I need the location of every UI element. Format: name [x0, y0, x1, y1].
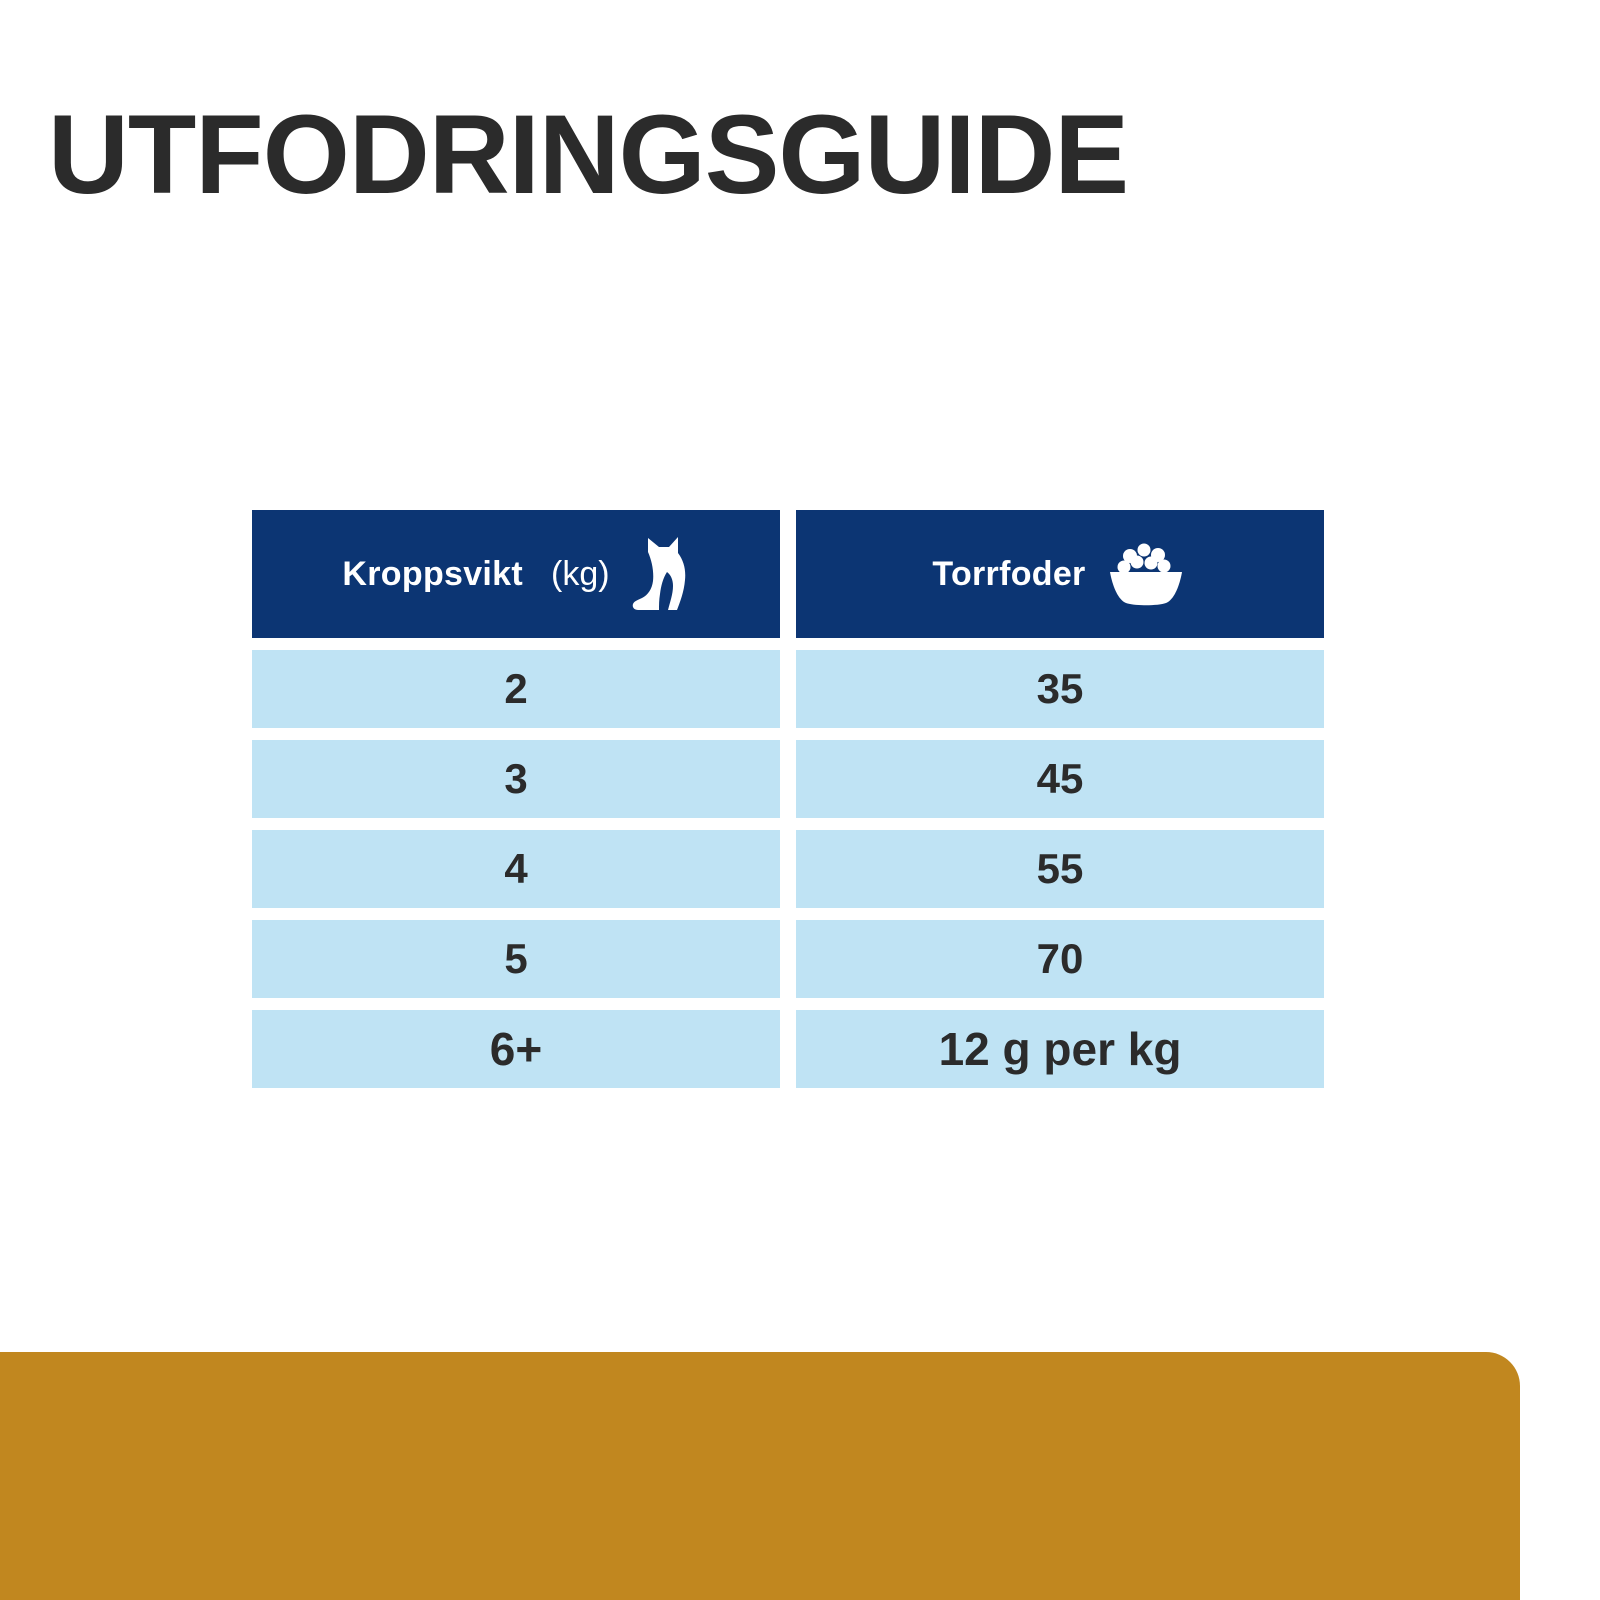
- header-unit-bodyweight: (kg): [551, 554, 610, 593]
- table-row: [252, 830, 1324, 908]
- table-row: [252, 740, 1324, 818]
- cell-bodyweight: 5: [252, 920, 780, 998]
- cell-dryfood: 12 g per kg: [796, 1010, 1324, 1088]
- cell-gap: [780, 920, 796, 998]
- page-title: UTFODRINGSGUIDE: [48, 92, 1129, 217]
- row-gap: [252, 818, 1324, 830]
- cell-gap: [780, 1010, 796, 1088]
- header-label-bodyweight: Kroppsvikt: [342, 554, 524, 593]
- header-cell-bodyweight: [252, 510, 780, 638]
- cell-dryfood: 55: [796, 830, 1324, 908]
- table-row: [252, 650, 1324, 728]
- cell-bodyweight: 3: [252, 740, 780, 818]
- cell-bodyweight: 2: [252, 650, 780, 728]
- row-gap: [252, 998, 1324, 1010]
- header-label-dryfood: Torrfoder: [932, 554, 1086, 593]
- cell-dryfood: 35: [796, 650, 1324, 728]
- header-gap: [780, 510, 796, 638]
- table-row: [252, 1010, 1324, 1088]
- cell-gap: [780, 650, 796, 728]
- bottom-color-band: [0, 1352, 1520, 1600]
- cell-gap: [780, 830, 796, 908]
- table-row: [252, 920, 1324, 998]
- header-cell-dryfood: [796, 510, 1324, 638]
- cell-gap: [780, 740, 796, 818]
- row-gap: [252, 908, 1324, 920]
- cell-dryfood: 70: [796, 920, 1324, 998]
- cell-bodyweight: 6+: [252, 1010, 780, 1088]
- cat-icon: [628, 534, 690, 614]
- food-bowl-icon: [1104, 542, 1188, 606]
- row-gap: [252, 728, 1324, 740]
- row-gap: [252, 638, 1324, 650]
- table-header-row: [252, 510, 1324, 638]
- cell-bodyweight: 4: [252, 830, 780, 908]
- feeding-guide-table: [252, 510, 1324, 1088]
- cell-dryfood: 45: [796, 740, 1324, 818]
